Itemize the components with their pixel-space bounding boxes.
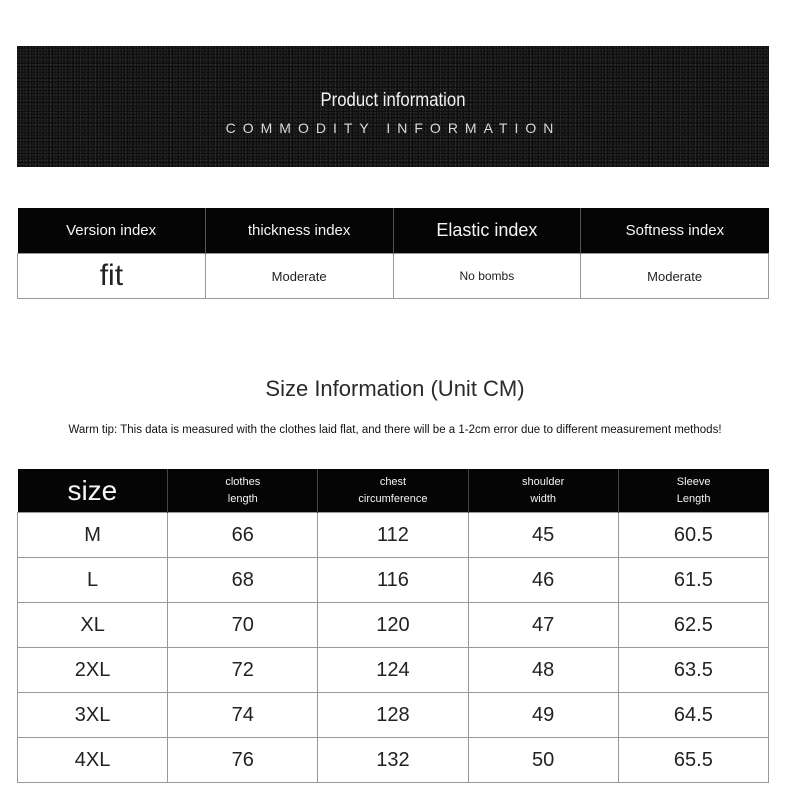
measurement-cell: 61.5: [618, 558, 768, 603]
measurement-cell: 72: [168, 648, 318, 693]
attr-value-version: fit: [18, 254, 206, 299]
attr-header-version: Version index: [18, 208, 206, 254]
product-info-banner: [17, 46, 769, 167]
measurement-cell: 74: [168, 693, 318, 738]
measurement-cell: 50: [468, 738, 618, 783]
attr-value-softness: Moderate: [581, 254, 769, 299]
header-line: clothes: [225, 475, 261, 488]
size-label-cell: 2XL: [18, 648, 168, 693]
table-row: [18, 738, 769, 783]
header-line: circumference: [358, 492, 428, 505]
measurement-cell: 64.5: [618, 693, 768, 738]
table-row: [18, 648, 769, 693]
measurement-cell: 45: [468, 513, 618, 558]
measurement-cell: 49: [468, 693, 618, 738]
measurement-cell: 120: [318, 603, 468, 648]
table-row: [18, 693, 769, 738]
size-header: [18, 469, 168, 513]
header-line: width: [530, 492, 556, 505]
measurement-cell: 70: [168, 603, 318, 648]
table-row: [18, 558, 769, 603]
size-label-cell: M: [18, 513, 168, 558]
attr-value-elastic: No bombs: [393, 254, 581, 299]
attr-value-thickness: Moderate: [205, 254, 393, 299]
measurement-cell: 46: [468, 558, 618, 603]
clothes-length-header: [168, 469, 318, 513]
measurement-cell: 68: [168, 558, 318, 603]
size-table-header-row: [18, 469, 769, 513]
banner-title: Product information: [320, 90, 466, 111]
attribute-table: [17, 208, 769, 299]
header-line: chest: [379, 475, 407, 488]
measurement-cell: 63.5: [618, 648, 768, 693]
header-line: Sleeve: [676, 475, 711, 488]
header-line: size: [67, 475, 118, 506]
measurement-cell: 128: [318, 693, 468, 738]
size-label-cell: L: [18, 558, 168, 603]
measurement-cell: 112: [318, 513, 468, 558]
measurement-cell: 66: [168, 513, 318, 558]
attr-header-softness: Softness index: [581, 208, 769, 254]
banner-subtitle: COMMODITY INFORMATION: [225, 120, 561, 136]
sleeve-length-header: [618, 469, 768, 513]
size-section-title: Size Information (Unit CM): [265, 376, 525, 401]
attr-header-thickness: thickness index: [205, 208, 393, 254]
size-label-cell: 3XL: [18, 693, 168, 738]
attr-header-elastic: Elastic index: [393, 208, 581, 254]
measurement-cell: 116: [318, 558, 468, 603]
chest-circumference-header: [318, 469, 468, 513]
size-label-cell: XL: [18, 603, 168, 648]
measurement-cell: 62.5: [618, 603, 768, 648]
size-table: [17, 469, 769, 783]
shoulder-width-header: [468, 469, 618, 513]
measurement-cell: 47: [468, 603, 618, 648]
table-row: [18, 513, 769, 558]
header-line: shoulder: [522, 475, 565, 488]
measurement-cell: 60.5: [618, 513, 768, 558]
measurement-cell: 124: [318, 648, 468, 693]
header-line: length: [227, 492, 258, 505]
size-table-body: [18, 513, 769, 783]
measurement-cell: 76: [168, 738, 318, 783]
warm-tip: Warm tip: This data is measured with the clothes laid flat, and there will be a 1-2cm error due to different measurement methods!: [68, 424, 722, 436]
measurement-cell: 48: [468, 648, 618, 693]
size-label-cell: 4XL: [18, 738, 168, 783]
header-line: Length: [676, 492, 711, 505]
measurement-cell: 65.5: [618, 738, 768, 783]
measurement-cell: 132: [318, 738, 468, 783]
table-row: [18, 603, 769, 648]
